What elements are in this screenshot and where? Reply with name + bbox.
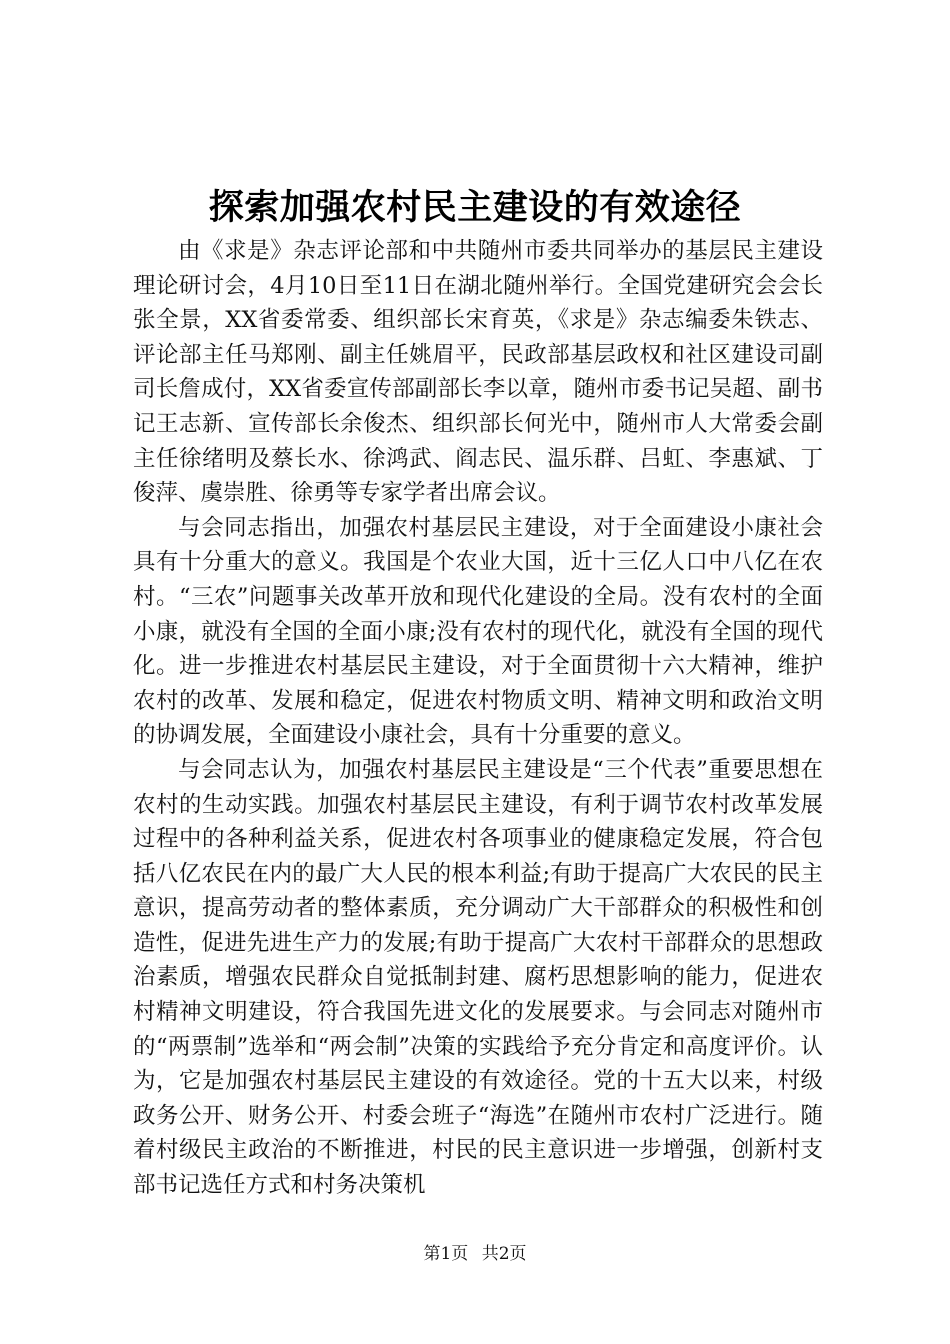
document-body xyxy=(133,234,823,1203)
page-footer xyxy=(0,1242,950,1266)
document-title: 探索加强农村民主建设的有效途径 xyxy=(208,187,742,228)
paragraph-3: 与会同志认为，加强农村基层民主建设是“三个代表”重要思想在农村的生动实践。加强农村基层民主建设，有利于调节农村改革发展过程中的各种利益关系，促进农村各项事业的健康稳定发展，符合包括八亿农民在内的最广大人民的根本利益;有助于提高广大农民的民主意识，提高劳动者的整体素质，充分调动广大干部群众的积极性和创造性，促进先进生产力的发展;有助于提高广大农村干部群众的思想政治素质，增强农民群众自觉抵制封建、腐朽思想影响的能力，促进农村精神文明建设，符合我国先进文化的发展要求。与会同志对随州市的“两票制”选举和“两会制”决策的实践给予充分肯定和高度评价。认为，它是加强农村基层民主建设的有效途径。党的十五大以来，村级政务公开、财务公开、村委会班子“海选”在随州市农村广泛进行。随着村级民主政治的不断推进，村民的民主意识进一步增强，创新村支部书记选任方式和村务决策机 xyxy=(133,756,823,1199)
page-number-current: 第1页 xyxy=(423,1244,469,1264)
paragraph-2: 与会同志指出，加强农村基层民主建设，对于全面建设小康社会具有十分重大的意义。我国是个农业大国，近十三亿人口中八亿在农村。“三农”问题事关改革开放和现代化建设的全局。没有农村的全面小康，就没有全国的全面小康;没有农村的现代化，就没有全国的现代化。进一步推进农村基层民主建设，对于全面贯彻十六大精神，维护农村的改革、发展和稳定，促进农村物质文明、精神文明和政治文明的协调发展，全面建设小康社会，具有十分重要的意义。 xyxy=(133,514,823,749)
page-number-total: 共2页 xyxy=(481,1244,527,1264)
paragraph-1: 由《求是》杂志评论部和中共随州市委共同举办的基层民主建设理论研讨会，4月10日至11日在湖北随州举行。全国党建研究会会长张全景，XX省委常委、组织部长宋育英，《求是》杂志编委朱铁志、评论部主任马郑刚、副主任姚眉平，民政部基层政权和社区建设司副司长詹成付，XX省委宣传部副部长李以章，随州市委书记吴超、副书记王志新、宣传部长余俊杰、组织部长何光中，随州市人大常委会副主任徐绪明及蔡长水、徐鸿武、阎志民、温乐群、吕虹、李惠斌、丁俊萍、虞崇胜、徐勇等专家学者出席会议。 xyxy=(133,238,823,507)
